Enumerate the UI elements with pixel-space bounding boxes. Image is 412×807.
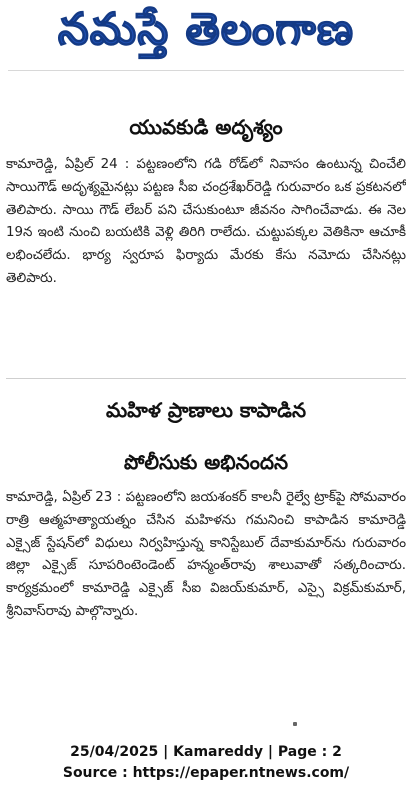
article2-headline-line1: మహిళ ప్రాణాలు కాపాడిన <box>105 398 307 422</box>
newspaper-masthead: నమస్తే తెలంగాణ <box>57 4 355 55</box>
partial-next-article-mark <box>293 722 297 726</box>
masthead-divider <box>8 70 404 71</box>
article1-headline: యువకుడి అదృశ్యం <box>129 115 283 139</box>
article1-text: కామారెడ్డి, ఏప్రిల్ 24 : పట్టణంలోని గడి రోడ్‌లో నివాసం ఉంటున్న చించేలి సాయిగౌడ్ అదృశ్యమైనట్లు పట్టణ సీఐ చంద్రశేఖర్‌రెడ్డి గురువారం ఒక ప్రకటనలో తెలిపారు. సాయి గౌడ్ లేబర్ పని చేసుకుంటూ జీవనం సాగించేవాడు. ఈ నెల 19న ఇంటి నుంచి బయటికి వెళ్లి తిరిగి రాలేదు. చుట్టుపక్కల వెతికినా ఆచూకీ లభించలేదు. భార్య స్వరూప ఫిర్యాదు మేరకు కేసు నమోదు చేసినట్లు తెలిపారు. <box>6 157 406 286</box>
article1-body <box>6 154 406 356</box>
article2-body <box>6 487 406 713</box>
edition-info: 25/04/2025 | Kamareddy | Page : 2 <box>70 744 342 760</box>
article2-text: కామారెడ్డి, ఏప్రిల్ 23 : పట్టణంలోని జయశంకర్ కాలనీ రైల్వే ట్రాక్‌పై సోమవారం రాత్రి ఆత్మహత్యాయత్నం చేసిన మహిళను గమనించి కాపాడిన కామారెడ్డి ఎక్సైజ్ స్టేషన్‌లో విధులు నిర్వహిస్తున్న కానిస్టేబుల్ దేవాకుమార్‌ను గురువారం జిల్లా ఎక్సైజ్ సూపరింటెండెంట్ హన్మంత్‌రావు శాలువాతో సత్కరించారు. కార్యక్రమంలో కామారెడ్డి ఎక్సైజ్ సీఐ విజయ్‌కుమార్, ఎస్సై విక్రమ్‌కుమార్, శ్రీనివాస్‌రావు పాల్గొన్నారు. <box>6 490 406 619</box>
source-link[interactable]: Source : https://epaper.ntnews.com/ <box>62 765 350 781</box>
article-divider <box>6 378 406 379</box>
article2-headline-line2: పోలీసుకు అభినందన <box>123 450 289 474</box>
